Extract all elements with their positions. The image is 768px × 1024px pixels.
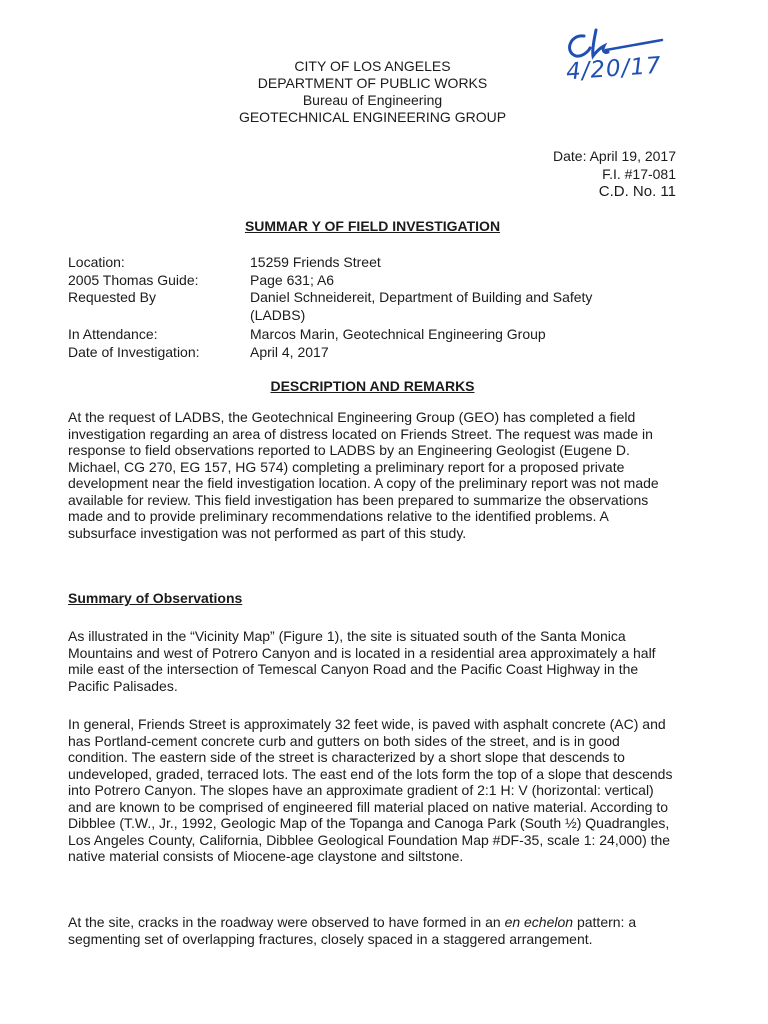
attendance-value: Marcos Marin, Geotechnical Engineering Group bbox=[250, 326, 546, 342]
paragraph-cracks-end: pattern: a segmenting set of overlapping fractures, closely spaced in a staggered arrangement. bbox=[68, 914, 637, 947]
letterhead-department: DEPARTMENT OF PUBLIC WORKS bbox=[257, 75, 488, 91]
requested-value: Daniel Schneidereit, Department of Building and Safety (LADBS) bbox=[250, 289, 593, 323]
requested-label: Requested By bbox=[68, 289, 156, 305]
investigation-info bbox=[68, 254, 630, 361]
summary-title: SUMMAR Y OF FIELD INVESTIGATION bbox=[244, 218, 501, 234]
handwritten-initials bbox=[562, 26, 682, 96]
field-investigation-number: F.I. #17-081 bbox=[602, 165, 676, 182]
paragraph-cracks-start: At the site, cracks in the roadway were observed to have formed in an bbox=[68, 914, 505, 930]
letterhead-bureau: Bureau of Engineering bbox=[302, 92, 443, 108]
location-value: 15259 Friends Street bbox=[250, 254, 381, 270]
location-label: Location: bbox=[68, 254, 125, 270]
report-date: Date: April 19, 2017 bbox=[553, 148, 676, 164]
guide-label: 2005 Thomas Guide: bbox=[68, 271, 199, 288]
reference-block bbox=[553, 148, 676, 201]
paragraph-vicinity: As illustrated in the “Vicinity Map” (Figure 1), the site is situated south of the Santa Monica Mountains and west of Potrero Canyon and is located in a residential area approximately a half mile east of the intersection of Temescal Canyon Road and the Pacific Coast Highway in the Pacific Palisades. bbox=[68, 628, 656, 694]
guide-value: Page 631; A6 bbox=[250, 271, 335, 288]
paragraph-intro: At the request of LADBS, the Geotechnical Engineering Group (GEO) has completed a field investigation regarding an area of distress located on Friends Street. The request was made in response to field observations reported to LADBS by an Engineering Geologist (Eugene D. Michael, CG 270, EG 157, HG 574) completing a preliminary report for a proposed private development near the field investigation location. A copy of the preliminary report was not made available for review. This field investigation has been prepared to summarize the observations made and to provide preliminary recommendations relative to the identified problems. A subsurface investigation was not performed as part of this study. bbox=[68, 409, 659, 541]
paragraph-cracks-term: en echelon bbox=[504, 914, 574, 930]
observations-heading: Summary of Observations bbox=[68, 590, 243, 606]
letterhead-group: GEOTECHNICAL ENGINEERING GROUP bbox=[238, 109, 507, 125]
investigation-date-value: April 4, 2017 bbox=[250, 343, 329, 360]
investigation-date-label: Date of Investigation: bbox=[68, 343, 200, 360]
attendance-label: In Attendance: bbox=[68, 326, 158, 342]
description-title: DESCRIPTION AND REMARKS bbox=[270, 378, 475, 394]
handwritten-date: 4/20/17 bbox=[565, 52, 663, 86]
paragraph-street: In general, Friends Street is approximately 32 feet wide, is paved with asphalt concrete (AC) and has Portland-cement concrete curb and gutters on both sides of the street, and is in good condition. The eastern side of the street is characterized by a short slope that descends to undeveloped, graded, terraced lots. The east end of the lots form the top of a slope that descends into Potrero Canyon. The slopes have an approximate gradient of 2:1 H: V (horizontal: vertical) and are known to be comprised of engineered fill material placed on native material. According to Dibblee (T.W., Jr., 1992, Geologic Map of the Topanga and Canoga Park (South ½) Quadrangles, Los Angeles County, California, Dibblee Geological Foundation Map #DF-35, scale 1: 24,000) the native material consists of Miocene-age claystone and siltstone. bbox=[68, 716, 673, 864]
council-district: C.D. No. 11 bbox=[598, 183, 676, 200]
paragraph-cracks bbox=[68, 914, 678, 947]
letterhead-city: CITY OF LOS ANGELES bbox=[294, 58, 451, 74]
